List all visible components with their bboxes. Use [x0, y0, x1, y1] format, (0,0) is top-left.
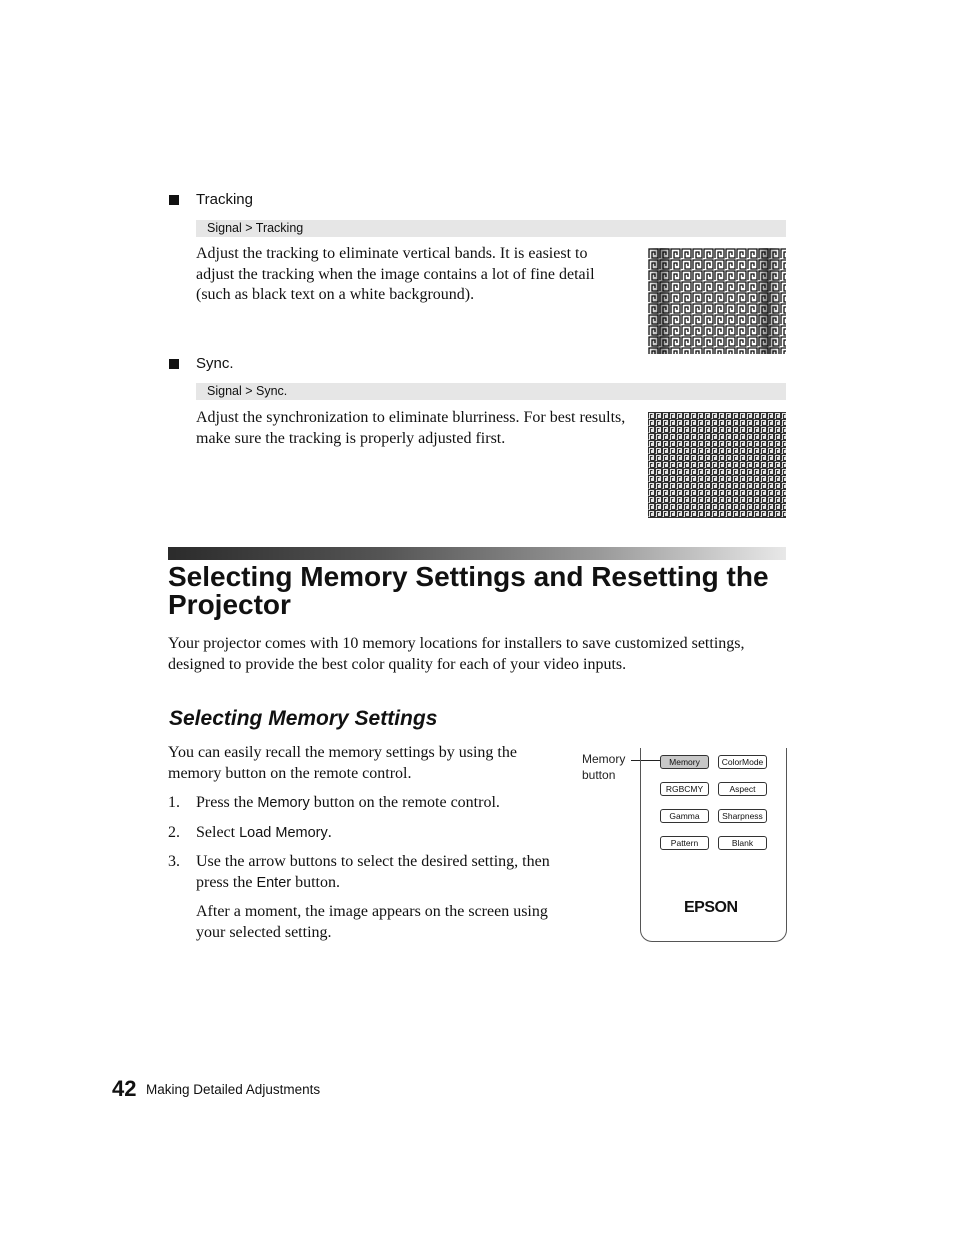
- tracking-bullet: [169, 195, 179, 205]
- callout-line-2: button: [582, 768, 616, 782]
- section-divider-bar: [168, 547, 786, 560]
- memory-button-callout: [582, 751, 625, 783]
- sync-bullet: [169, 359, 179, 369]
- remote-rgbcmy-button: RGBCMY: [660, 782, 709, 796]
- steps-followup: After a moment, the image appears on the screen using your selected setting.: [196, 903, 548, 941]
- step-text: .: [327, 823, 332, 841]
- tracking-description: Adjust the tracking to eliminate vertical bands. It is easiest to adjust the tracking when the image contains a lot of fine detail (such as black text on a white background).: [196, 245, 595, 304]
- step-item: [168, 823, 578, 844]
- sync-title: Sync.: [196, 355, 234, 372]
- sync-sample-image: [648, 412, 786, 518]
- remote-memory-button: Memory: [660, 755, 709, 769]
- callout-line-1: Memory: [582, 752, 626, 766]
- remote-control-illustration: [640, 748, 787, 942]
- remote-blank-button: Blank: [718, 836, 767, 850]
- remote-aspect-button: Aspect: [718, 782, 767, 796]
- tracking-sample-image: [648, 248, 786, 354]
- footer-chapter-title: Making Detailed Adjustments: [146, 1082, 321, 1097]
- ui-term-load-memory: Load Memory: [239, 824, 328, 841]
- tracking-menu-path: Signal > Tracking: [196, 220, 786, 237]
- section-intro: Your projector comes with 10 memory locations for installers to save customized settings, designed to provide the best color quality for each of your video inputs.: [168, 635, 745, 673]
- step-item: [168, 793, 578, 814]
- epson-logo: EPSON: [684, 899, 738, 916]
- subsection-title: Selecting Memory Settings: [169, 707, 438, 730]
- remote-pattern-button: Pattern: [660, 836, 709, 850]
- step-text: Use the arrow buttons to select the desired setting, then press the: [196, 853, 550, 891]
- sync-menu-path: Signal > Sync.: [196, 383, 786, 400]
- remote-gamma-button: Gamma: [660, 809, 709, 823]
- step-item: [168, 852, 578, 893]
- step-text: button on the remote control.: [309, 794, 500, 811]
- ui-term-memory: Memory: [257, 795, 310, 811]
- section-title: Selecting Memory Settings and Resetting the Projector: [168, 561, 769, 620]
- step-text: Select: [196, 823, 240, 841]
- ui-term-enter: Enter: [256, 874, 292, 891]
- steps-list: [168, 793, 578, 902]
- sync-description: Adjust the synchronization to eliminate blurriness. For best results, make sure the tracking is properly adjusted first.: [196, 409, 626, 447]
- subsection-intro: You can easily recall the memory settings by using the memory button on the remote control.: [168, 744, 517, 782]
- page-number: 42: [112, 1076, 137, 1101]
- step-text: button.: [291, 873, 340, 891]
- remote-sharpness-button: Sharpness: [718, 809, 767, 823]
- step-text: Press the: [196, 794, 258, 811]
- step-number: 3.: [168, 853, 180, 871]
- step-number: 1.: [168, 794, 180, 811]
- tracking-title: Tracking: [196, 191, 253, 208]
- remote-colormode-button: ColorMode: [718, 755, 767, 769]
- step-number: 2.: [168, 823, 180, 841]
